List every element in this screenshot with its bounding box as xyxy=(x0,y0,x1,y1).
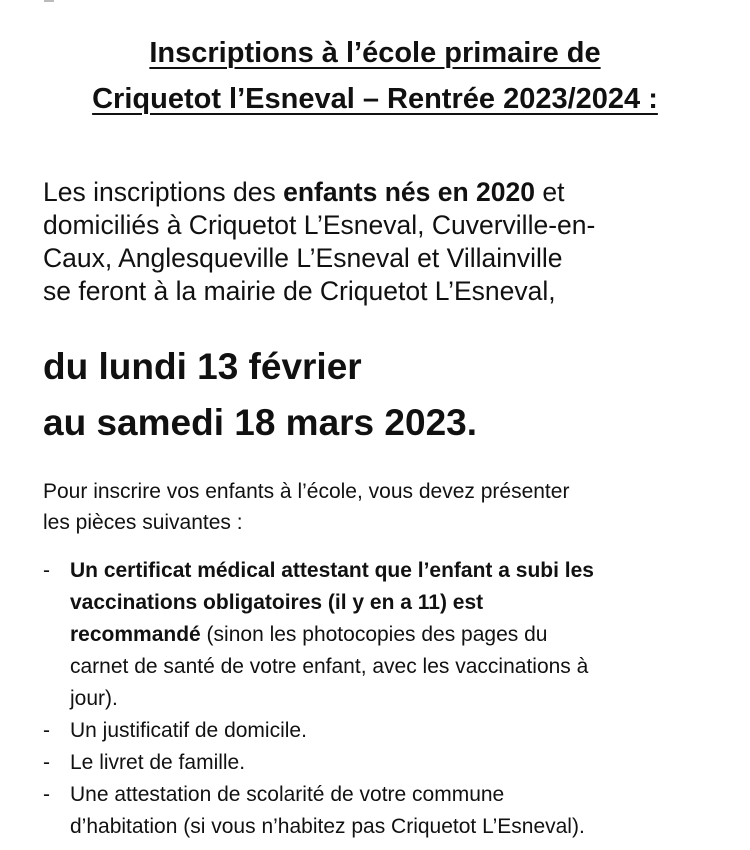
scan-mark xyxy=(44,0,54,2)
item-line: d’habitation (si vous n’habitez pas Criquetot L’Esneval). xyxy=(70,815,585,838)
registration-dates xyxy=(43,339,733,451)
bullet-dash: - xyxy=(43,751,50,774)
list-item xyxy=(43,555,733,715)
item-line: carnet de santé de votre enfant, avec les vaccinations à xyxy=(70,655,589,678)
list-item xyxy=(43,715,733,747)
dates-line-1: du lundi 13 février xyxy=(43,346,362,387)
item-line: Un justificatif de domicile. xyxy=(70,719,307,742)
documents-intro xyxy=(43,476,733,538)
intro-line-1 xyxy=(43,176,733,209)
intro-text: et xyxy=(534,177,565,207)
item-line: Le livret de famille. xyxy=(70,751,246,774)
required-documents-list xyxy=(43,555,733,843)
item-bold-text: vaccinations obligatoires (il y en a 11) est xyxy=(70,591,484,614)
item-line: jour). xyxy=(70,687,118,710)
item-line xyxy=(70,587,733,619)
item-bold-text: recommandé xyxy=(70,623,201,646)
intro-text: Les inscriptions des xyxy=(43,177,284,207)
item-bold-text: Un certificat médical attestant que l’enfant a subi les xyxy=(70,559,594,582)
dates-line-2: au samedi 18 mars 2023. xyxy=(43,402,478,443)
item-line xyxy=(70,555,733,587)
bullet-dash: - xyxy=(43,783,50,806)
intro-line-4: se feront à la mairie de Criquetot L’Esneval, xyxy=(43,276,556,306)
documents-intro-line-2: les pièces suivantes : xyxy=(43,511,243,534)
intro-paragraph xyxy=(43,176,733,308)
item-line: Une attestation de scolarité de votre commune xyxy=(70,783,505,806)
item-text: (sinon les photocopies des pages du xyxy=(200,623,548,646)
bullet-dash: - xyxy=(43,559,50,582)
title-line-1: Inscriptions à l’école primaire de xyxy=(149,37,601,69)
title-line-2: Criquetot l’Esneval – Rentrée 2023/2024 : xyxy=(92,83,658,115)
intro-line-2: domiciliés à Criquetot L’Esneval, Cuverville-en- xyxy=(43,210,596,240)
list-item xyxy=(43,779,733,843)
list-item xyxy=(43,747,733,779)
documents-intro-line-1: Pour inscrire vos enfants à l’école, vous devez présenter xyxy=(43,480,570,503)
intro-highlight: enfants nés en 2020 xyxy=(283,177,535,207)
intro-line-3: Caux, Anglesqueville L’Esneval et Villainville xyxy=(43,243,563,273)
item-line xyxy=(70,619,733,651)
bullet-dash: - xyxy=(43,719,50,742)
page-title xyxy=(0,30,750,122)
